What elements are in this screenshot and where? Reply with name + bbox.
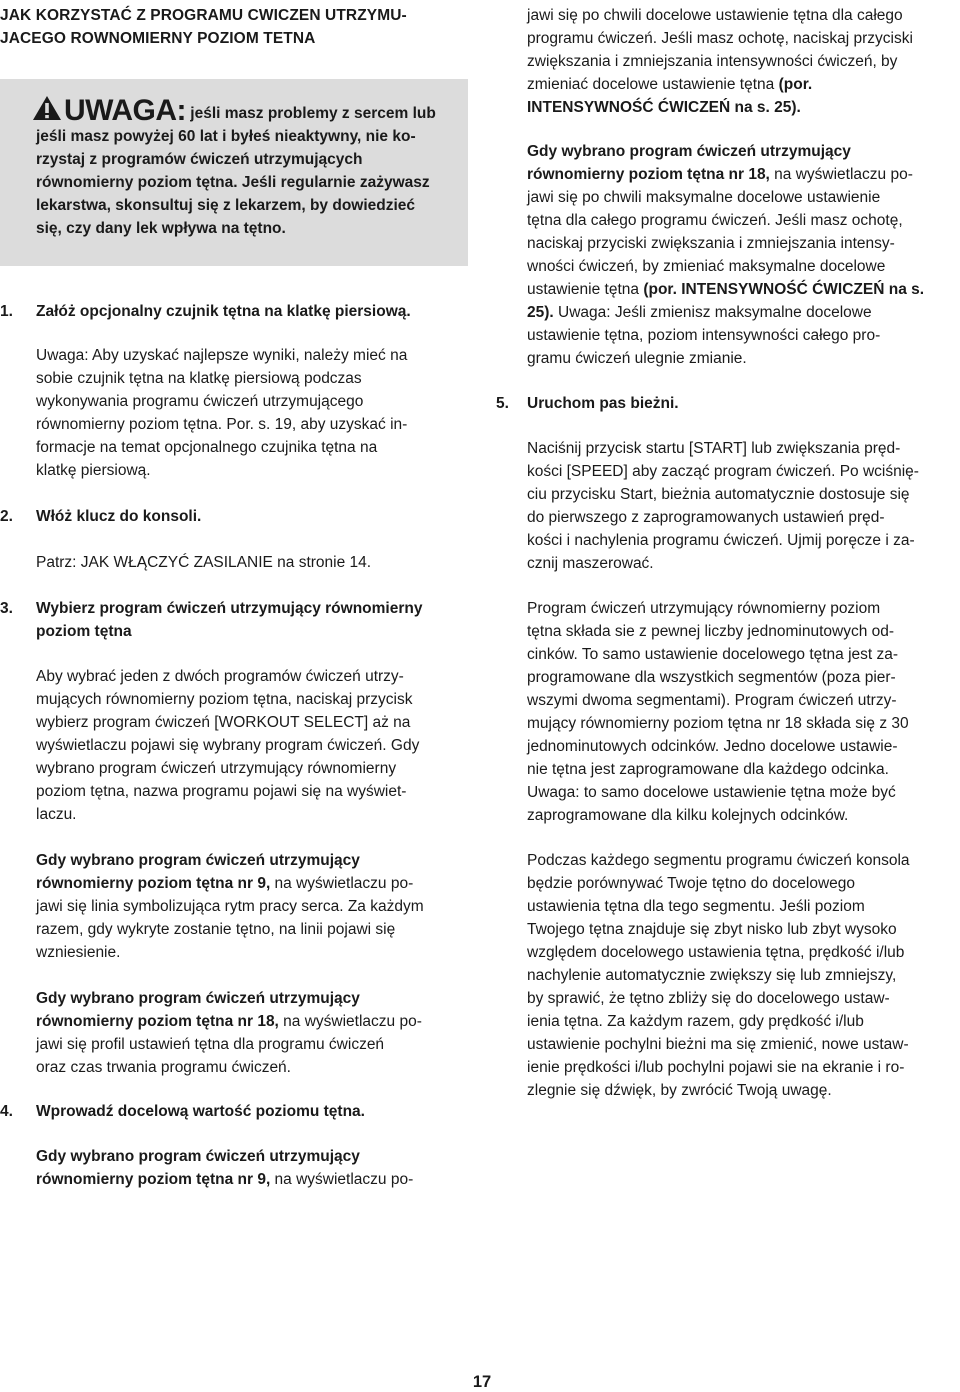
paragraph-line: jawi się po chwili maksymalne docelowe ustawienie: [527, 189, 881, 206]
paragraph-bold: 25).: [527, 304, 554, 321]
step-3-title: [36, 597, 476, 643]
paragraph-line: wszymi dwoma segmentami). Program ćwiczeń utrzy-: [527, 692, 897, 709]
paragraph-line: oraz czas trwania programu ćwiczeń.: [36, 1059, 291, 1076]
paragraph-text: Uwaga: Jeśli zmienisz maksymalne docelowe: [553, 304, 872, 321]
step-1-note-line: sobie czujnik tętna na klatkę piersiową podczas: [36, 370, 362, 387]
paragraph-line: INTENSYWNOŚĆ ĆWICZEŃ na s. 25).: [527, 99, 801, 116]
paragraph-line: względem docelowego ustawienia tętna, prędkość i/lub: [527, 944, 905, 961]
paragraph-line: mujący równomierny poziom tętna nr 18 składa się z 30: [527, 715, 909, 732]
step-3-title-line: poziom tętna: [36, 623, 132, 640]
paragraph-line: Twojego tętna znajduje się zbyt nisko lub zbyt wysoko: [527, 921, 897, 938]
paragraph-line: kości [SPEED] aby zacząć program ćwiczeń. Po wciśnię-: [527, 463, 919, 480]
paragraph-text: na wyświetlaczu po-: [278, 1013, 422, 1030]
step-3-body-line: wybrano program ćwiczeń utrzymujący równomierny: [36, 760, 397, 777]
paragraph-line: ciu przycisku Start, bieżnia automatycznie dostosuje się: [527, 486, 910, 503]
step-3-body-line: poziom tętna, nazwa programu pojawi się na wyświet-: [36, 783, 407, 800]
paragraph-line: Uwaga: to samo docelowe ustawienie tętna może być: [527, 784, 896, 801]
paragraph-line: zwiększania i zmniejszania intensywności ćwiczeń, by: [527, 53, 898, 70]
page-title-line-2: JACEGO ROWNOMIERNY POZIOM TETNA: [0, 30, 316, 47]
paragraph-line: wności ćwiczeń, by zmieniać maksymalne docelowe: [527, 258, 886, 275]
paragraph-text: na wyświetlaczu po-: [769, 166, 913, 183]
warning-text: [36, 95, 456, 240]
step-5-program-paragraph: [527, 597, 960, 827]
paragraph-line: Program ćwiczeń utrzymujący równomierny poziom: [527, 600, 881, 617]
paragraph-line: programowane dla wszystkich segmentów (poza pier-: [527, 669, 896, 686]
warning-line-3: rzystaj z programów ćwiczeń utrzymujących: [36, 151, 363, 168]
step-1-title: Załóż opcjonalny czujnik tętna na klatkę piersiową.: [36, 303, 411, 320]
paragraph-line: ustawienia tętna dla tego segmentu. Jeśli poziom: [527, 898, 865, 915]
paragraph-line: cznij maszerować.: [527, 555, 654, 572]
paragraph-bold: równomierny poziom tętna nr 18,: [36, 1013, 279, 1030]
step-1-note-line: równomierny poziom tętna. Por. s. 19, aby uzyskać in-: [36, 416, 408, 433]
step-4-number: 4.: [0, 1103, 13, 1120]
paragraph-bold: równomierny poziom tętna nr 18,: [527, 166, 770, 183]
paragraph-line: kości i nachylenia programu ćwiczeń. Ujmij poręcze i za-: [527, 532, 915, 549]
step-4-title: Wprowadź docelową wartość poziomu tętna.: [36, 1103, 365, 1120]
step-3-body-line: mujących równomierny poziom tętna, naciskaj przycisk: [36, 691, 413, 708]
paragraph-line: nie tętna jest zaprogramowane dla każdego odcinka.: [527, 761, 889, 778]
paragraph-line: naciskaj przyciski zwiększania i zmniejszania intensy-: [527, 235, 895, 252]
step-4-program-9-paragraph: [36, 1145, 476, 1191]
step-4-program-9-continuation: [527, 4, 960, 119]
paragraph-line: do pierwszego z zaprogramowanych ustawień pręd-: [527, 509, 885, 526]
step-5-title: Uruchom pas bieżni.: [527, 395, 679, 412]
step-1-note-line: wykonywania programu ćwiczeń utrzymującego: [36, 393, 364, 410]
step-1-note-line: formacje na temat opcjonalnego czujnika tętna na: [36, 439, 378, 456]
warning-line-6: się, czy dany lek wpływa na tętno.: [36, 220, 286, 237]
step-3-body-line: Aby wybrać jeden z dwóch programów ćwiczeń utrzy-: [36, 668, 404, 685]
paragraph-text: na wyświetlaczu po-: [270, 875, 414, 892]
step-3-body: [36, 665, 476, 826]
step-3-number: 3.: [0, 600, 13, 617]
paragraph-line: nachylenie automatycznie zwiększy się lub zmniejszy,: [527, 967, 897, 984]
paragraph-bold: (por. INTENSYWNOŚĆ ĆWICZEŃ na s.: [643, 281, 925, 298]
warning-line-1: jeśli masz problemy z sercem lub: [185, 105, 436, 122]
paragraph-line: jawi się po chwili docelowe ustawienie tętna dla całego: [527, 7, 903, 24]
paragraph-line: ienia tętna. Za każdym razem, gdy prędkość i/lub: [527, 1013, 864, 1030]
step-3-program-18-paragraph: [36, 987, 476, 1079]
step-5-number: 5.: [496, 395, 509, 412]
step-2-number: 2.: [0, 508, 13, 525]
paragraph-line: jawi się linia symbolizująca rytm pracy serca. Za każdym: [36, 898, 424, 915]
paragraph-line: by sprawić, że tętno zbliży się do docelowego ustaw-: [527, 990, 890, 1007]
paragraph-text: ustawienie tętna: [527, 281, 644, 298]
warning-line-5: lekarstwa, skonsultuj się z lekarzem, by dowiedzieć: [36, 197, 416, 214]
paragraph-line: ustawienie tętna, poziom intensywności całego pro-: [527, 327, 881, 344]
step-1-number: 1.: [0, 303, 13, 320]
step-5-segment-paragraph: [527, 849, 960, 1102]
page-number: 17: [472, 1373, 492, 1391]
warning-label: UWAGA:: [64, 94, 186, 127]
paragraph-line: programu ćwiczeń. Jeśli masz ochotę, naciskaj przyciski: [527, 30, 913, 47]
step-1-note-line: klatkę piersiową.: [36, 462, 151, 479]
step-5-body: [527, 437, 960, 575]
paragraph-text: zmieniać docelowe ustawienie tętna: [527, 76, 779, 93]
page-title-line-1: JAK KORZYSTAĆ Z PROGRAMU CWICZEN UTRZYMU-: [0, 7, 407, 24]
warning-line-4: równomierny poziom tętna. Jeśli regularnie zażywasz: [36, 174, 430, 191]
paragraph-line: wzniesienie.: [36, 944, 121, 961]
paragraph-line: zlegnie się dźwięk, by zwrócić Twoją uwagę.: [527, 1082, 832, 1099]
paragraph-text: na wyświetlaczu po-: [270, 1171, 414, 1188]
warning-triangle-icon: [32, 95, 62, 121]
paragraph-line: ienie prędkości i/lub pochylni pojawi sie na ekranie i ro-: [527, 1059, 905, 1076]
paragraph-line: zaprogramowane dla kilku kolejnych odcinków.: [527, 807, 849, 824]
step-1-note: [36, 344, 476, 482]
step-3-body-line: wyświetlaczu pojawi się wybrany program ćwiczeń. Gdy: [36, 737, 420, 754]
paragraph-line: Podczas każdego segmentu programu ćwiczeń konsola: [527, 852, 910, 869]
step-3-program-9-paragraph: [36, 849, 476, 964]
paragraph-line: jednominutowych odcinków. Jedno docelowe ustawie-: [527, 738, 898, 755]
paragraph-bold: równomierny poziom tętna nr 9,: [36, 1171, 271, 1188]
paragraph-bold: (por.: [778, 76, 813, 93]
paragraph-line: Gdy wybrano program ćwiczeń utrzymujący: [36, 852, 360, 869]
step-3-body-line: wybierz program ćwiczeń [WORKOUT SELECT] aż na: [36, 714, 411, 731]
paragraph-line: gramu ćwiczeń ulegnie zmianie.: [527, 350, 747, 367]
step-1-note-line: Uwaga: Aby uzyskać najlepsze wyniki, należy mieć na: [36, 347, 408, 364]
step-2-title: Włóż klucz do konsoli.: [36, 508, 202, 525]
paragraph-line: razem, gdy wykryte zostanie tętno, na linii pojawi się: [36, 921, 396, 938]
step-2-note: Patrz: JAK WŁĄCZYĆ ZASILANIE na stronie 14.: [36, 554, 372, 571]
paragraph-line: Gdy wybrano program ćwiczeń utrzymujący: [36, 990, 360, 1007]
warning-line-2: jeśli masz powyżej 60 lat i byłeś nieaktywny, nie ko-: [36, 128, 416, 145]
paragraph-line: Gdy wybrano program ćwiczeń utrzymujący: [36, 1148, 360, 1165]
paragraph-line: ustawienie pochylni bieżni ma się zmienić, nowe ustaw-: [527, 1036, 909, 1053]
step-3-body-line: laczu.: [36, 806, 77, 823]
paragraph-bold: równomierny poziom tętna nr 9,: [36, 875, 271, 892]
step-3-title-line: Wybierz program ćwiczeń utrzymujący równomierny: [36, 600, 423, 617]
paragraph-line: będzie porównywać Twoje tętno do docelowego: [527, 875, 856, 892]
paragraph-line: cinków. To samo ustawienie docelowego tętna jest za-: [527, 646, 899, 663]
paragraph-line: tętna dla całego programu ćwiczeń. Jeśli masz ochotę,: [527, 212, 903, 229]
paragraph-line: jawi się profil ustawień tętna dla programu ćwiczeń: [36, 1036, 385, 1053]
page-title: [0, 4, 440, 50]
paragraph-line: Gdy wybrano program ćwiczeń utrzymujący: [527, 143, 851, 160]
step-4-program-18-paragraph: [527, 140, 960, 370]
paragraph-line: tętna składa sie z pewnej liczby jednominutowych od-: [527, 623, 895, 640]
paragraph-line: Naciśnij przycisk startu [START] lub zwiększania pręd-: [527, 440, 901, 457]
